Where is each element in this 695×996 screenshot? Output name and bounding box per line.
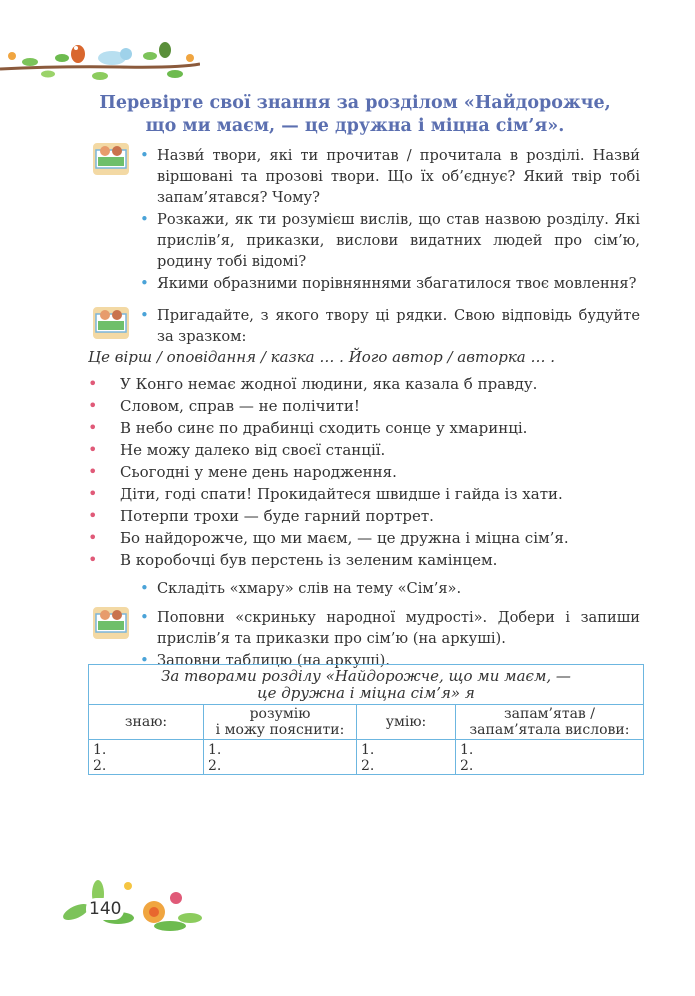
reading-children-icon	[92, 604, 130, 642]
branch-birds-decoration	[0, 36, 200, 86]
header-remembered	[456, 705, 644, 740]
table-cell	[456, 740, 644, 775]
cell-number: 1.	[460, 742, 474, 758]
quote-item: • Бо найдорожче, що ми маєм, — це дружна і міцна сім’я.	[88, 527, 569, 549]
knowledge-table	[88, 664, 644, 775]
cell-number: 2.	[208, 758, 222, 774]
quotes-list	[88, 373, 569, 571]
quote-item: • Сьогодні у мене день народження.	[88, 461, 569, 483]
list-item: • Поповни «скриньку народної мудрості». Добери і запиши прислів’я та приказки про сім’ю (на аркуші).	[140, 607, 640, 649]
list-item: • Назви́ твори, які ти прочитав / прочитала в розділі. Назви́ віршовані та прозові твори. Що їх об’єднує? Який твір тобі запам’ятався? Чому?	[140, 145, 640, 208]
quote-item: • В небо синє по драбинці сходить сонце у хмаринці.	[88, 417, 569, 439]
reading-children-icon	[92, 140, 130, 178]
caption-line-2: це дружна і міцна сім’я» я	[257, 684, 475, 702]
caption-line-1: За творами розділу «Найдорожче, що ми маєм, —	[161, 667, 571, 685]
cell-number: 1.	[361, 742, 375, 758]
cell-number: 2.	[460, 758, 474, 774]
flowers-decoration	[58, 868, 208, 934]
list-item: • Якими образними порівняннями збагатилося твоє мовлення?	[140, 273, 640, 294]
header-know: знаю:	[89, 705, 204, 740]
list-item: • Заповни таблицю (на аркуші).	[140, 650, 640, 671]
questions-list	[140, 145, 640, 295]
quote-item: • Не можу далеко від своєї станції.	[88, 439, 569, 461]
answer-pattern: Це вірш / оповідання / казка … . Його автор / авторка … .	[88, 348, 556, 366]
cell-number: 2.	[93, 758, 107, 774]
list-item: • Розкажи, як ти розумієш вислів, що став назвою розділу. Які прислів’я, приказки, вислови видатних людей про сім’ю, родину тобі відомі?	[140, 209, 640, 272]
header-understand	[204, 705, 357, 740]
quote-item: • У Конго немає жодної людини, яка казала б правду.	[88, 373, 569, 395]
list-item: • Складіть «хмару» слів на тему «Сім’я».	[140, 578, 640, 599]
header-understand-line-2: і можу пояснити:	[215, 722, 345, 738]
quote-item: • В коробочці був перстень із зеленим камінцем.	[88, 549, 569, 571]
title-line-2: що ми маєм, — це дружна і міцна сім’я».	[145, 116, 565, 136]
page-number: 140	[86, 898, 124, 920]
cell-number: 1.	[208, 742, 222, 758]
task-list	[140, 305, 640, 348]
table-cell	[357, 740, 456, 775]
header-remembered-line-2: запам’ятала вислови:	[469, 722, 630, 738]
cell-number: 2.	[361, 758, 375, 774]
cell-number: 1.	[93, 742, 107, 758]
header-remembered-line-1: запам’ятав /	[504, 706, 595, 722]
title-line-1: Перевірте свої знання за розділом «Найдорожче,	[99, 93, 611, 113]
table-cell	[89, 740, 204, 775]
reading-children-icon	[92, 304, 130, 342]
list-item: • Пригадайте, з якого твору ці рядки. Свою відповідь будуйте за зразком:	[140, 305, 640, 347]
quote-item: • Потерпи трохи — буде гарний портрет.	[88, 505, 569, 527]
header-can: умію:	[357, 705, 456, 740]
header-understand-line-1: розумію	[249, 706, 311, 722]
table-caption	[89, 665, 644, 705]
quote-item: • Словом, справ — не полічити!	[88, 395, 569, 417]
table-row	[89, 740, 644, 775]
quote-item: • Діти, годі спати! Прокидайтеся швидше і гайда із хати.	[88, 483, 569, 505]
assignments-list	[140, 578, 640, 672]
table-cell	[204, 740, 357, 775]
section-title	[95, 92, 615, 138]
